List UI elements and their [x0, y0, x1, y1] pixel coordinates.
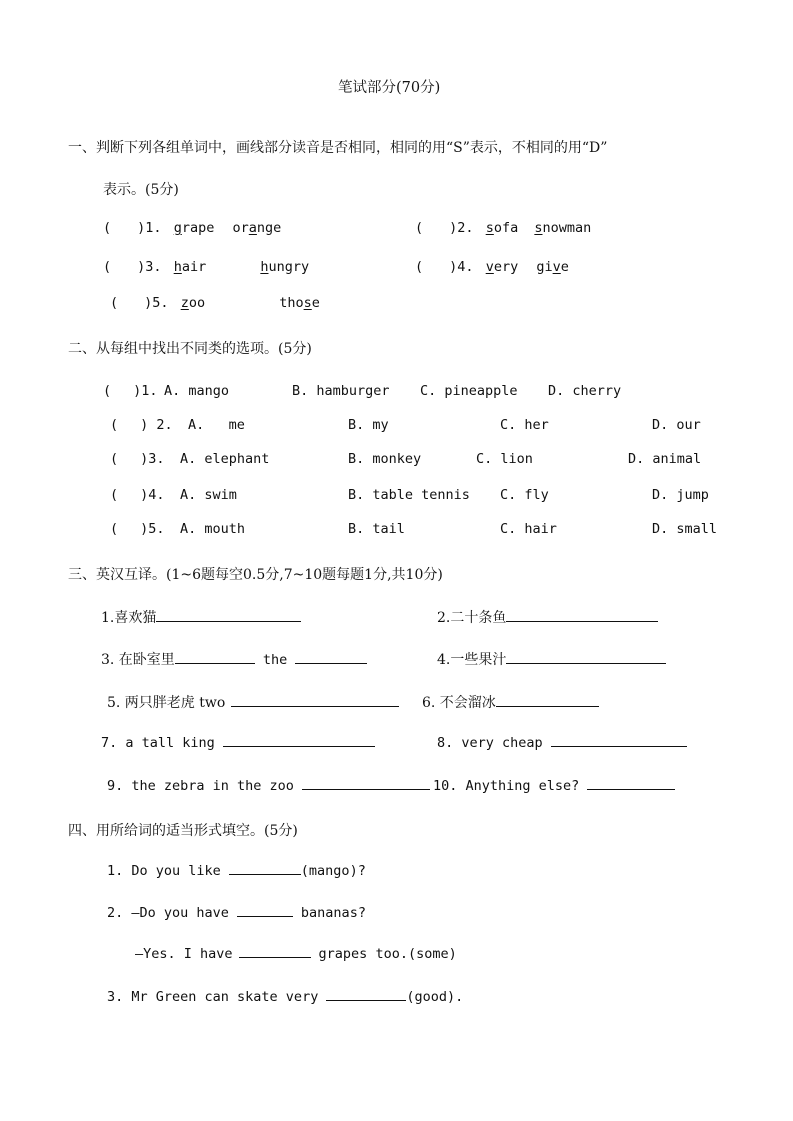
s2-q3-option-b: B. monkey [348, 451, 422, 467]
s2-q3-paren[interactable]: ( )3. [110, 451, 165, 467]
s4-q2-reply: —Yes. I have grapes too.(some) [135, 946, 457, 962]
answer-blank[interactable] [551, 734, 687, 747]
question-number: 4. [457, 259, 474, 275]
answer-blank[interactable] [326, 988, 406, 1001]
question-number: 3. [145, 259, 162, 275]
s3-item-9: 9. the zebra in the zoo [107, 777, 430, 794]
answer-paren-open[interactable]: ( [103, 259, 112, 275]
s2-q4-paren[interactable]: ( )4. [110, 487, 165, 503]
s3-item-8: 8. very cheap [437, 734, 687, 751]
s2-q1-option-d: D. cherry [548, 383, 622, 399]
s2-q3-option-d: D. animal [628, 451, 702, 467]
s2-q2-option-b: B. my [348, 417, 389, 433]
s3-item-6: 6. 不会溜冰 [422, 692, 599, 712]
answer-blank[interactable] [496, 694, 599, 707]
answer-blank[interactable] [239, 945, 311, 958]
answer-blank[interactable] [302, 777, 430, 790]
answer-paren-open[interactable]: ( [110, 295, 119, 311]
word-very: very [485, 259, 519, 275]
answer-paren-open[interactable]: ( [103, 220, 112, 236]
word-those: those [279, 295, 320, 311]
section-1-heading-cont: 表示。(5分) [103, 182, 179, 198]
page-title: 笔试部分(70分) [338, 80, 441, 96]
s1-q3-row: ( )3. hair hungry [103, 259, 310, 275]
word-zoo: zoo [180, 295, 206, 311]
s2-q3-option-c: C. lion [476, 451, 533, 467]
s2-q4-option-d: D. jump [652, 487, 709, 503]
s3-item-5: 5. 两只胖老虎 two [107, 692, 399, 712]
answer-blank[interactable] [237, 904, 293, 917]
answer-blank[interactable] [295, 651, 367, 664]
s3-item-3: 3. 在卧室里 the [101, 649, 367, 669]
word-snowman: snowman [534, 220, 592, 236]
section-2-heading: 二、从每组中找出不同类的选项。(5分) [68, 341, 312, 357]
s4-q2: 2. —Do you have bananas? [107, 905, 366, 921]
s3-item-10: 10. Anything else? [433, 777, 675, 794]
question-number: 2. [457, 220, 474, 236]
s2-q2-option-c: C. her [500, 417, 549, 433]
word-sofa: sofa [485, 220, 519, 236]
s3-item-4: 4.一些果汁 [437, 649, 666, 669]
s2-q1-option-a: A. mango [164, 383, 230, 399]
s2-q5-option-c: C. hair [500, 521, 557, 537]
s2-q4-option-c: C. fly [500, 487, 549, 503]
question-number: 1. [145, 220, 162, 236]
answer-blank[interactable] [156, 609, 301, 622]
answer-blank[interactable] [175, 651, 255, 664]
section-1-heading: 一、判断下列各组单词中，画线部分读音是否相同，相同的用“S”表示，不相同的用“D” [68, 140, 608, 156]
answer-blank[interactable] [229, 862, 301, 875]
question-number: 5. [152, 295, 169, 311]
section-3-heading: 三、英汉互译。(1~6题每空0.5分,7~10题每题1分,共10分) [68, 567, 443, 583]
s2-q4-option-a: A. swim [180, 487, 237, 503]
s2-q4-option-b: B. table tennis [348, 487, 470, 503]
word-grape: grape [173, 220, 215, 236]
s2-q2-option-a: A. me [188, 417, 245, 433]
s4-q3: 3. Mr Green can skate very (good). [107, 989, 464, 1005]
s3-item-2: 2.二十条鱼 [437, 607, 658, 627]
answer-paren-open[interactable]: ( [415, 220, 424, 236]
s2-q5-option-b: B. tail [348, 521, 405, 537]
word-hungry: hungry [260, 259, 310, 275]
s2-q1-option-c: C. pineapple [420, 383, 518, 399]
s2-q5-option-a: A. mouth [180, 521, 246, 537]
s3-item-1: 1.喜欢猫 [101, 607, 301, 627]
s1-q1-row: ( )1. grape orange [103, 220, 282, 236]
s2-q5-paren[interactable]: ( )5. [110, 521, 165, 537]
s2-q3-option-a: A. elephant [180, 451, 270, 467]
s2-q2-paren[interactable]: ( ) 2. [110, 417, 173, 433]
answer-blank[interactable] [587, 777, 675, 790]
s1-q2-row: ( )2. sofa snowman [415, 220, 592, 236]
answer-blank[interactable] [223, 734, 375, 747]
answer-blank[interactable] [506, 651, 666, 664]
s2-q1-option-b: B. hamburger [292, 383, 390, 399]
s1-q5-row: ( )5. zoo those [110, 295, 320, 311]
answer-paren-open[interactable]: ( [415, 259, 424, 275]
s2-q5-option-d: D. small [652, 521, 718, 537]
answer-blank[interactable] [231, 694, 399, 707]
word-orange: orange [232, 220, 282, 236]
s1-q4-row: ( )4. very give [415, 259, 569, 275]
s2-q2-option-d: D. our [652, 417, 701, 433]
section-4-heading: 四、用所给词的适当形式填空。(5分) [68, 823, 298, 839]
word-give: give [536, 259, 569, 275]
s4-q1: 1. Do you like (mango)? [107, 863, 366, 879]
answer-blank[interactable] [506, 609, 658, 622]
word-hair: hair [173, 259, 207, 275]
s3-item-7: 7. a tall king [101, 734, 375, 751]
s2-q1-paren[interactable]: ( )1. [103, 383, 158, 399]
